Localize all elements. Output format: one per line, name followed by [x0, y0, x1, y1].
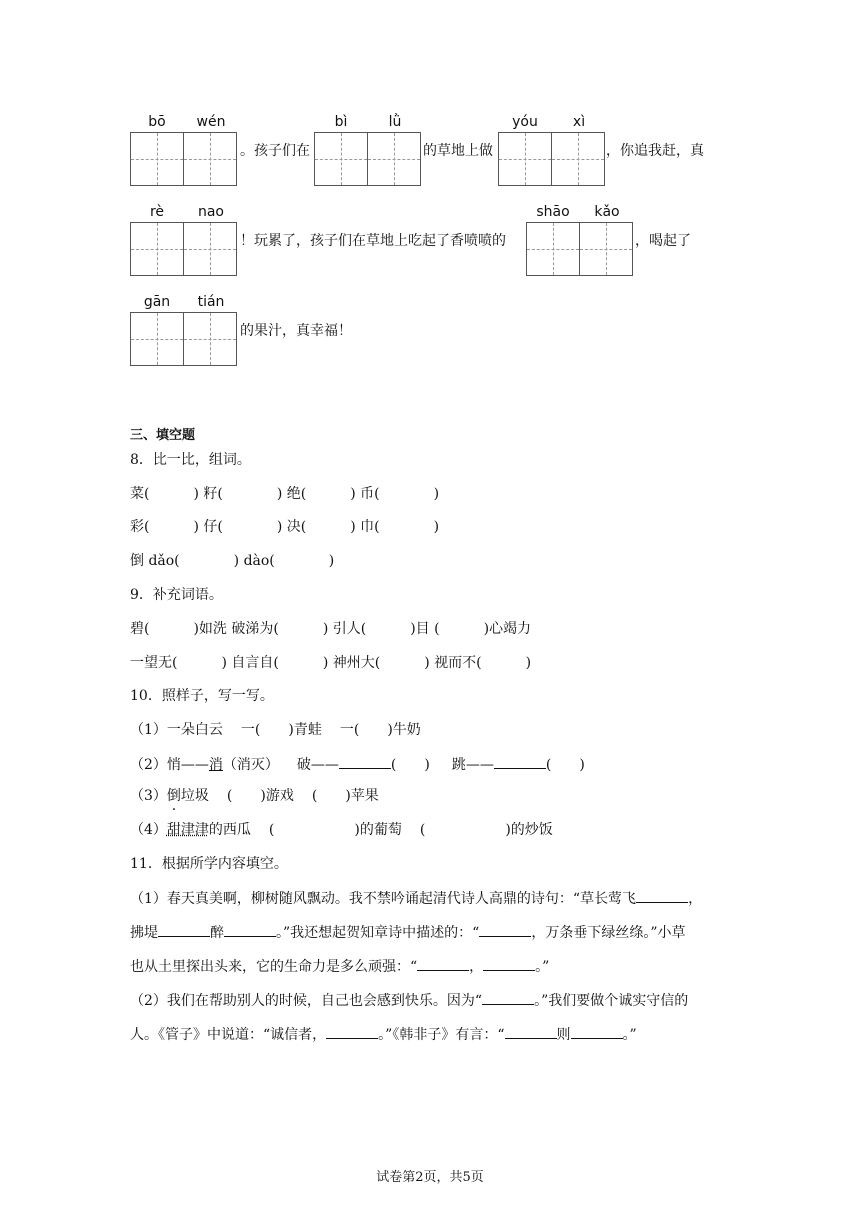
passage-text: ，喝起了	[635, 233, 691, 249]
word-line	[130, 619, 531, 639]
section-title: 三、填空题	[130, 428, 196, 443]
text: )目 (	[410, 621, 440, 637]
word-line	[130, 517, 439, 537]
word-line	[130, 551, 334, 571]
question-title: 8．比一比，组词。	[130, 452, 251, 468]
text: )心竭力	[483, 621, 532, 637]
text: 一(	[240, 722, 261, 738]
question-title: 10．照样子，写一写。	[130, 688, 274, 704]
text: 一望无(	[130, 655, 178, 671]
question-title: 11．根据所学内容填空。	[130, 856, 288, 872]
writing-grid[interactable]	[130, 222, 237, 276]
text: 碧(	[130, 621, 150, 637]
pinyin-label: rè	[149, 204, 165, 220]
text: 倒 dǎo(	[130, 553, 180, 569]
pinyin-label: gān	[143, 294, 171, 310]
text: （1）春天真美啊，柳树随风飘动。我不禁吟诵起清代诗人高鼎的诗句：“草长莺飞	[130, 891, 637, 907]
fill-line	[130, 956, 549, 977]
answer-blank[interactable]	[494, 754, 546, 769]
fill-line	[130, 922, 686, 943]
text: （消灭）	[222, 757, 279, 773]
text: ) 仔(	[193, 519, 223, 535]
text: )牛奶	[387, 722, 421, 738]
writing-grid[interactable]	[498, 132, 605, 186]
pinyin-label: kǎo	[594, 204, 620, 220]
text: 垃圾	[180, 788, 209, 804]
text: ) 神州大(	[322, 655, 381, 671]
text: 。”	[535, 959, 550, 975]
passage-text: 。孩子们在	[240, 143, 310, 159]
text: ) 绝(	[276, 486, 307, 502]
text: )如洗 破涕为(	[193, 621, 279, 637]
text: 人。《管子》中说道：“诚信者，	[130, 1027, 327, 1043]
answer-blank[interactable]	[482, 990, 534, 1005]
fill-line	[130, 990, 688, 1011]
text: )青蛙	[288, 722, 322, 738]
answer-blank[interactable]	[636, 888, 688, 903]
text: ，	[469, 959, 484, 975]
answer-blank[interactable]	[158, 922, 210, 937]
writing-grid[interactable]	[130, 132, 237, 186]
text: 。”《韩非子》有言：“	[378, 1027, 505, 1043]
text: ，万条垂下绿丝绦。”小草	[531, 925, 686, 941]
text: (	[268, 822, 275, 838]
page-footer: 试卷第2页，共5页	[376, 1170, 484, 1185]
example-line	[130, 720, 421, 740]
text: （1）一朵白云	[130, 722, 223, 738]
text: )	[433, 519, 440, 535]
text: )的葡萄	[354, 822, 402, 838]
text: ) 决(	[276, 519, 307, 535]
example-line	[130, 786, 379, 806]
text: 菜(	[130, 486, 150, 502]
text: (	[419, 822, 426, 838]
pinyin-label: lǜ	[388, 114, 402, 130]
writing-grid[interactable]	[130, 312, 237, 366]
writing-grid[interactable]	[314, 132, 421, 186]
text: （3）	[130, 788, 167, 804]
text: 一(	[339, 722, 360, 738]
pinyin-label: tián	[197, 294, 225, 310]
text: (	[311, 788, 318, 804]
text: )	[424, 757, 430, 773]
dotted-word: 甜津津	[166, 822, 209, 838]
pinyin-label: shāo	[536, 204, 570, 220]
passage-text: ，你追我赶，真	[606, 143, 704, 159]
fill-line	[130, 888, 702, 909]
text: ) 币(	[350, 486, 380, 502]
text: (	[390, 757, 397, 773]
text: )苹果	[345, 788, 379, 804]
text: 。”我还想起贺知章诗中描述的：“	[276, 925, 480, 941]
text: 。”	[622, 1027, 637, 1043]
answer-blank[interactable]	[326, 1024, 378, 1039]
pinyin-label: xì	[572, 114, 586, 130]
passage-text: ！玩累了，孩子们在草地上吃起了香喷喷的	[240, 233, 506, 249]
answer-blank[interactable]	[224, 922, 276, 937]
text: 拂堤	[130, 925, 158, 941]
text: ) 巾(	[350, 519, 380, 535]
pinyin-label: nao	[197, 204, 225, 220]
text: )	[525, 655, 532, 671]
word-line	[130, 484, 439, 504]
answer-blank[interactable]	[479, 922, 531, 937]
answer-blank[interactable]	[417, 956, 469, 971]
text: ) dào(	[233, 553, 275, 569]
text: ) 引人(	[322, 621, 367, 637]
text: 也从土里探出头来，它的生命力是多么顽强：“	[130, 959, 418, 975]
passage-text: 的草地上做	[423, 143, 493, 159]
question-title: 9．补充词语。	[130, 587, 223, 603]
writing-grid[interactable]	[526, 222, 633, 276]
text: （2）悄——	[130, 757, 209, 773]
text: （4）	[130, 822, 167, 838]
text: )	[433, 486, 440, 502]
text: 醉	[210, 925, 224, 941]
passage-text: 的果汁，真幸福！	[240, 323, 352, 339]
text: 跳——	[451, 757, 494, 773]
text: 破——	[296, 757, 339, 773]
text: )	[328, 553, 335, 569]
text: )游戏	[260, 788, 294, 804]
text: )	[579, 757, 585, 773]
text: 则	[556, 1027, 571, 1043]
pinyin-label: wén	[196, 114, 226, 130]
text: 的西瓜	[208, 822, 251, 838]
example-line	[130, 754, 585, 775]
answer-blank[interactable]	[339, 754, 391, 769]
pinyin-label: bì	[334, 114, 348, 130]
text: 彩(	[130, 519, 150, 535]
text: ) 自言自(	[221, 655, 279, 671]
text: )的炒饭	[505, 822, 553, 838]
text: (	[226, 788, 233, 804]
fill-line	[130, 1024, 637, 1045]
dotted-char: 倒	[166, 788, 181, 804]
text: 。”我们要做个诚实守信的	[534, 993, 689, 1009]
example-line	[130, 820, 553, 840]
pinyin-label: bō	[148, 114, 166, 130]
pinyin-label: yóu	[512, 114, 538, 130]
text: ) 视而不(	[424, 655, 482, 671]
answer-blank[interactable]	[571, 1024, 623, 1039]
word-line	[130, 653, 531, 673]
text: （2）我们在帮助别人的时候，自己也会感到快乐。因为“	[130, 993, 483, 1009]
answer-blank[interactable]	[483, 956, 535, 971]
answer-blank[interactable]	[505, 1024, 557, 1039]
text: ，	[688, 891, 703, 907]
underlined-char: 消	[208, 757, 223, 773]
text: ) 籽(	[193, 486, 223, 502]
text: (	[545, 757, 552, 773]
